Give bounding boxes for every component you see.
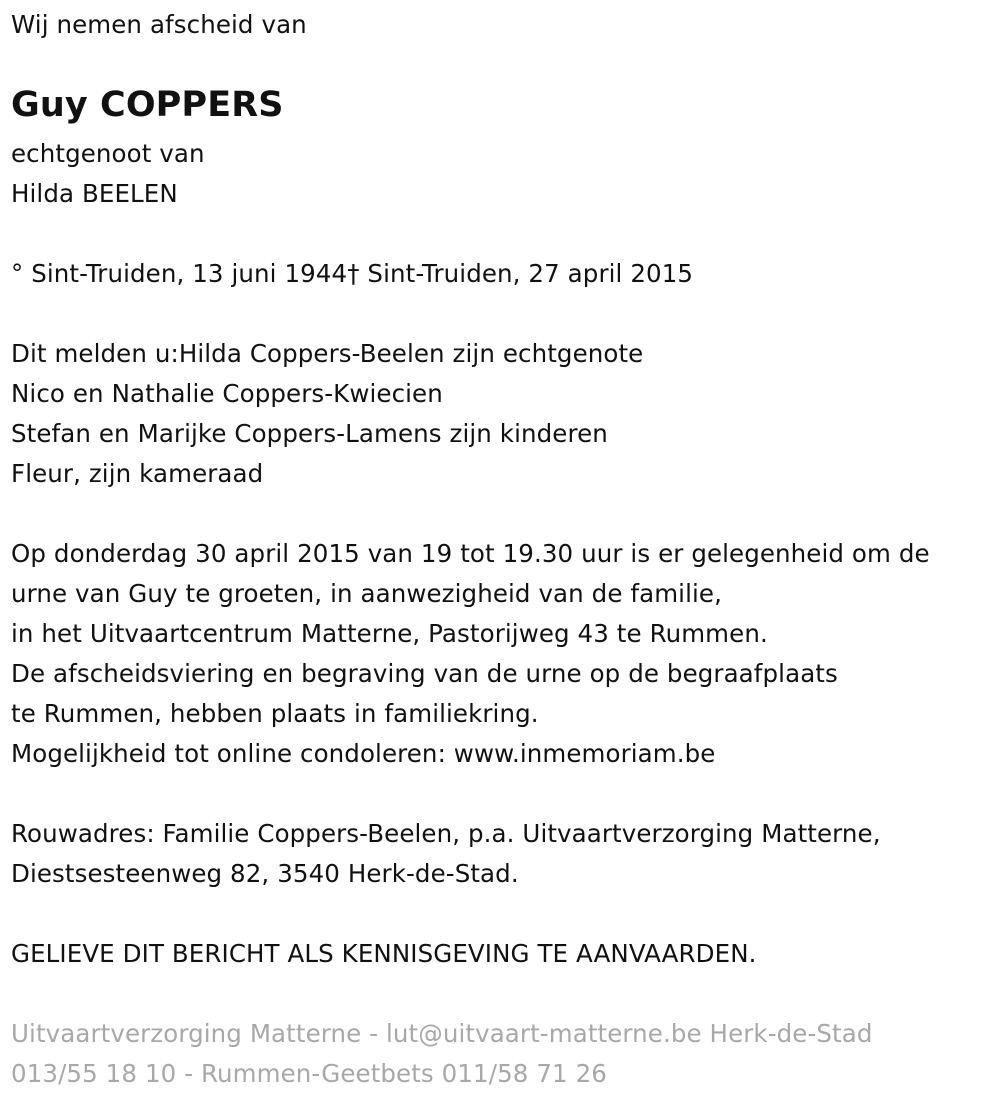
ceremony-line: in het Uitvaartcentrum Matterne, Pastorijweg 43 te Rummen. <box>11 619 768 648</box>
ceremony-line: urne van Guy te groeten, in aanwezigheid van de familie, <box>11 579 722 608</box>
notice-text: GELIEVE DIT BERICHT ALS KENNISGEVING TE AANVAARDEN. <box>11 939 757 968</box>
ceremony-line: te Rummen, hebben plaats in familiekring. <box>11 699 539 728</box>
deceased-name: Guy COPPERS <box>11 85 284 125</box>
ceremony-line: Op donderdag 30 april 2015 van 19 tot 19.30 uur is er gelegenheid om de <box>11 539 930 568</box>
footer-line: 013/55 18 10 - Rummen-Geetbets 011/58 71 26 <box>11 1059 607 1088</box>
ceremony-line: De afscheidsviering en begraving van de urne op de begraafplaats <box>11 659 838 688</box>
address-line: Rouwadres: Familie Coppers-Beelen, p.a. Uitvaartverzorging Matterne, <box>11 819 881 848</box>
relation-label: echtgenoot van <box>11 139 205 168</box>
family-line: Stefan en Marijke Coppers-Lamens zijn kinderen <box>11 419 608 448</box>
birth-death-dates: ° Sint-Truiden, 13 juni 1944† Sint-Truiden, 27 april 2015 <box>11 259 694 288</box>
address-line: Diestsesteenweg 82, 3540 Herk-de-Stad. <box>11 859 519 888</box>
family-line: Nico en Nathalie Coppers-Kwiecien <box>11 379 443 408</box>
footer-line: Uitvaartverzorging Matterne - lut@uitvaart-matterne.be Herk-de-Stad <box>11 1019 873 1048</box>
condolence-line: Mogelijkheid tot online condoleren: www.inmemoriam.be <box>11 739 716 768</box>
spouse-name: Hilda BEELEN <box>11 179 178 208</box>
family-line: Dit melden u:Hilda Coppers-Beelen zijn echtgenote <box>11 339 644 368</box>
family-line: Fleur, zijn kameraad <box>11 459 264 488</box>
intro-text: Wij nemen afscheid van <box>11 10 307 39</box>
